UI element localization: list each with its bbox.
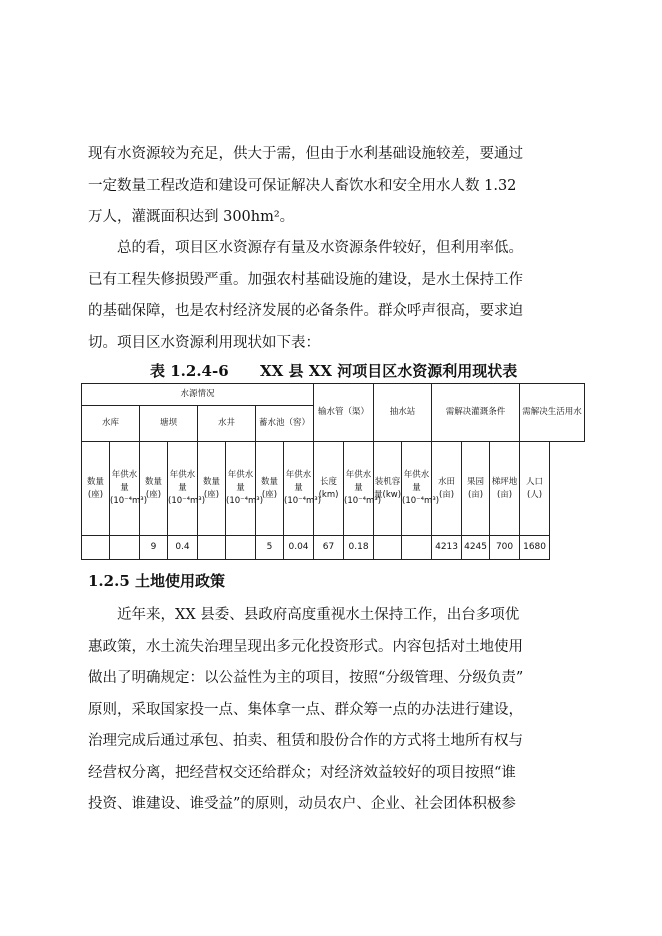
water-resource-table xyxy=(81,383,585,560)
header-reservoir: 水库 xyxy=(82,406,140,442)
header-water-source: 水源情况 xyxy=(82,384,314,406)
paragraph-water-supply xyxy=(88,139,570,234)
col-pond-supply: 年供水量(10⁻⁴m³) xyxy=(168,442,198,536)
col-cistern-supply: 年供水量(10⁻⁴m³) xyxy=(284,442,314,536)
paragraph-summary xyxy=(88,233,570,359)
col-well-supply: 年供水量(10⁻⁴m³) xyxy=(226,442,256,536)
table-cell: 5 xyxy=(256,536,284,560)
table-cell xyxy=(226,536,256,560)
col-reservoir-supply: 年供水量(10⁻⁴m³) xyxy=(110,442,140,536)
table-cell: 4245 xyxy=(462,536,490,560)
table-caption xyxy=(150,360,517,381)
col-slope-land: 梯坪地(亩) xyxy=(490,442,520,536)
table-cell: 1680 xyxy=(520,536,550,560)
table-cell: 0.04 xyxy=(284,536,314,560)
text-line: 做出了明确规定：以公益性为主的项目，按照“分级管理、分级负责” xyxy=(88,670,524,686)
col-canal-supply: 年供水量(10⁻⁴m³) xyxy=(344,442,374,536)
table-title: XX 县 XX 河项目区水资源利用现状表 xyxy=(260,362,518,380)
table-cell: 0.18 xyxy=(344,536,374,560)
header-well: 水井 xyxy=(198,406,256,442)
text-line: 现有水资源较为充足，供大于需，但由于水利基础设施较差，要通过 xyxy=(88,146,523,162)
section-heading: 1.2.5 土地使用政策 xyxy=(88,572,225,590)
col-well-count: 数量(座) xyxy=(198,442,226,536)
table-cell: 67 xyxy=(314,536,344,560)
text-line: 惠政策，水土流失治理呈现出多元化投资形式。内容包括对土地使用 xyxy=(88,638,523,655)
text-line: 的基础保障，也是农村经济发展的必备条件。群众呼声很高，要求迫 xyxy=(88,303,523,319)
text-line: 切。项目区水资源利用现状如下表： xyxy=(88,334,320,351)
col-paddy: 水田(亩) xyxy=(432,442,462,536)
header-canal: 输水管（渠） xyxy=(314,384,374,442)
table-cell xyxy=(110,536,140,560)
table-cell: 0.4 xyxy=(168,536,198,560)
table-cell: 9 xyxy=(140,536,168,560)
table-cell: 700 xyxy=(490,536,520,560)
col-pump-supply: 年供水量(10⁻⁴m³) xyxy=(402,442,432,536)
text-line: 原则，采取国家投一点、集体拿一点、群众筹一点的办法进行建设， xyxy=(88,701,523,718)
table-cell xyxy=(374,536,402,560)
col-reservoir-count: 数量(座) xyxy=(82,442,110,536)
table-cell xyxy=(402,536,432,560)
col-pond-count: 数量(座) xyxy=(140,442,168,536)
col-pump-capacity: 装机容量(kw) xyxy=(374,442,402,536)
col-population: 人口(人) xyxy=(520,442,550,536)
text-line: 治理完成后通过承包、拍卖、租赁和股份合作的方式将土地所有权与 xyxy=(88,733,523,749)
header-irrigation-need: 需解决灌溉条件 xyxy=(432,384,520,442)
text-line: 近年来，XX 县委、县政府高度重视水土保持工作，出台多项优 xyxy=(117,607,520,623)
text-line: 已有工程失修损毁严重。加强农村基础设施的建设，是水土保持工作 xyxy=(88,271,523,288)
table-cell xyxy=(198,536,226,560)
text-line: 万人，灌溉面积达到 300hm²。 xyxy=(88,209,295,225)
text-line: 一定数量工程改造和建设可保证解决人畜饮水和安全用水人数 1.32 xyxy=(88,177,517,194)
table-cell xyxy=(82,536,110,560)
paragraph-land-policy xyxy=(88,600,570,821)
text-line: 投资、谁建设、谁受益”的原则，动员农户、企业、社会团体积极参 xyxy=(88,796,516,812)
text-line: 经营权分离，把经营权交还给群众；对经济效益较好的项目按照“谁 xyxy=(88,764,516,781)
col-canal-length: 长度(km) xyxy=(314,442,344,536)
header-pump-station: 抽水站 xyxy=(374,384,432,442)
header-domestic-need: 需解决生活用水 xyxy=(520,384,585,442)
header-pond: 塘坝 xyxy=(140,406,198,442)
table-cell: 4213 xyxy=(432,536,462,560)
text-line: 总的看，项目区水资源存有量及水资源条件较好，但利用率低。 xyxy=(117,240,523,256)
table-number: 表 1.2.4-6 xyxy=(150,362,229,380)
col-orchard: 果园(亩) xyxy=(462,442,490,536)
header-cistern: 蓄水池（窖） xyxy=(256,406,314,442)
col-cistern-count: 数量(座) xyxy=(256,442,284,536)
